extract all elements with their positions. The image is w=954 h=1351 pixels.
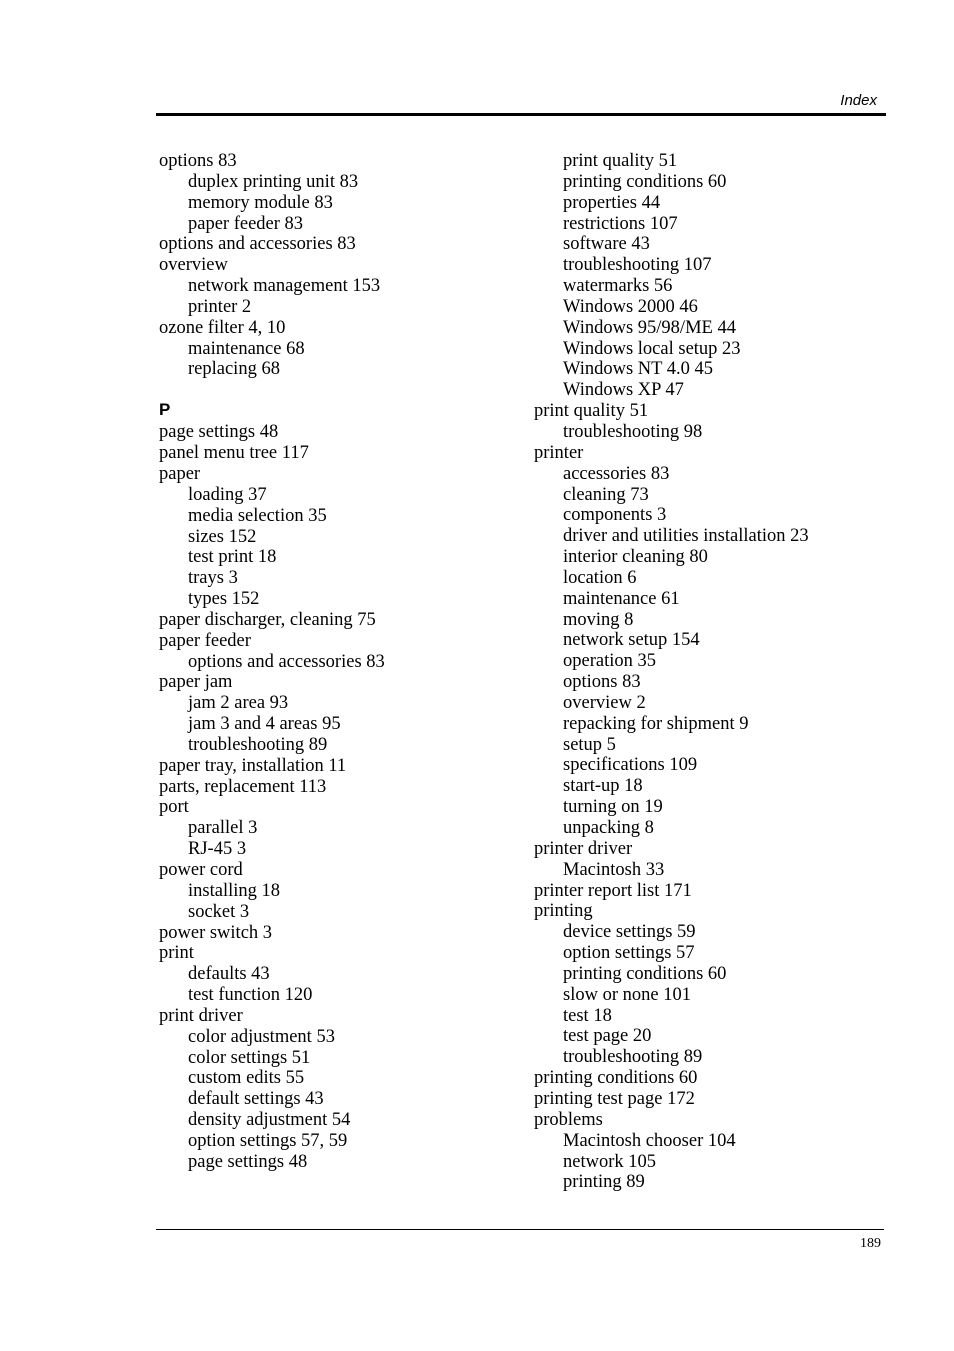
index-subentry: test print 18 bbox=[188, 547, 277, 568]
index-subentry: options 83 bbox=[563, 672, 641, 693]
index-entry: port bbox=[159, 797, 189, 818]
index-subentry: option settings 57 bbox=[563, 943, 695, 964]
index-subentry: software 43 bbox=[563, 234, 650, 255]
footer-rule bbox=[156, 1229, 884, 1230]
index-entry: problems bbox=[534, 1109, 603, 1130]
index-subentry: RJ-45 3 bbox=[188, 839, 247, 860]
index-subentry: network 105 bbox=[563, 1151, 656, 1172]
index-subentry: page settings 48 bbox=[188, 1151, 308, 1172]
index-subentry: default settings 43 bbox=[188, 1089, 324, 1110]
index-entry: printer report list 171 bbox=[534, 880, 692, 901]
index-subentry: setup 5 bbox=[563, 734, 616, 755]
index-subentry: slow or none 101 bbox=[563, 984, 691, 1005]
index-subentry: media selection 35 bbox=[188, 505, 327, 526]
index-subentry: sizes 152 bbox=[188, 526, 257, 547]
index-column-left bbox=[159, 151, 385, 1173]
page-number: 189 bbox=[860, 1236, 881, 1251]
index-subentry: troubleshooting 107 bbox=[563, 255, 712, 276]
index-entry: print bbox=[159, 943, 194, 964]
index-subentry: option settings 57, 59 bbox=[188, 1130, 348, 1151]
index-subentry: troubleshooting 98 bbox=[563, 421, 703, 442]
index-column-right bbox=[534, 151, 809, 1193]
index-entry: overview bbox=[159, 255, 228, 276]
index-subentry: network setup 154 bbox=[563, 630, 700, 651]
index-subentry: maintenance 61 bbox=[563, 588, 680, 609]
index-entry: printer bbox=[534, 442, 584, 463]
index-subentry: installing 18 bbox=[188, 880, 280, 901]
index-entry: paper tray, installation 11 bbox=[159, 755, 347, 776]
index-subentry: Windows 2000 46 bbox=[563, 296, 698, 317]
index-entry: power switch 3 bbox=[159, 922, 273, 943]
index-subentry: Windows 95/98/ME 44 bbox=[563, 317, 736, 338]
index-subentry: duplex printing unit 83 bbox=[188, 171, 359, 192]
index-entry: printing test page 172 bbox=[534, 1088, 695, 1109]
index-entry: printer driver bbox=[534, 838, 633, 859]
index-subentry: memory module 83 bbox=[188, 192, 333, 213]
index-entry: panel menu tree 117 bbox=[159, 443, 309, 464]
index-entry: page settings 48 bbox=[159, 422, 279, 443]
index-subentry: device settings 59 bbox=[563, 922, 696, 943]
index-subentry: driver and utilities installation 23 bbox=[563, 526, 809, 547]
index-subentry: types 152 bbox=[188, 589, 260, 610]
index-subentry: test page 20 bbox=[563, 1026, 652, 1047]
index-subentry: moving 8 bbox=[563, 609, 634, 630]
index-entry: ozone filter 4, 10 bbox=[159, 317, 286, 338]
index-subentry: restrictions 107 bbox=[563, 213, 678, 234]
index-subentry: maintenance 68 bbox=[188, 338, 305, 359]
index-subentry: properties 44 bbox=[563, 192, 661, 213]
index-subentry: Windows NT 4.0 45 bbox=[563, 359, 713, 380]
index-entry: paper discharger, cleaning 75 bbox=[159, 609, 376, 630]
index-subentry: options and accessories 83 bbox=[188, 651, 385, 672]
index-subentry: repacking for shipment 9 bbox=[563, 713, 749, 734]
index-entry: paper feeder bbox=[159, 630, 251, 651]
index-subentry: Windows XP 47 bbox=[563, 380, 684, 401]
index-subentry: Windows local setup 23 bbox=[563, 338, 741, 359]
running-header: Index bbox=[840, 92, 877, 109]
index-entry: printing bbox=[534, 901, 593, 922]
index-entry: parts, replacement 113 bbox=[159, 776, 327, 797]
index-subentry: location 6 bbox=[563, 567, 637, 588]
index-subentry: color settings 51 bbox=[188, 1047, 311, 1068]
index-entry: power cord bbox=[159, 860, 243, 880]
index-subentry: test function 120 bbox=[188, 985, 313, 1006]
index-subentry: operation 35 bbox=[563, 651, 656, 672]
index-subentry: defaults 43 bbox=[188, 964, 270, 985]
index-entry: options and accessories 83 bbox=[159, 234, 356, 255]
index-subentry: density adjustment 54 bbox=[188, 1110, 351, 1131]
index-subentry: turning on 19 bbox=[563, 797, 663, 818]
index-subentry: parallel 3 bbox=[188, 818, 258, 839]
index-subentry: socket 3 bbox=[188, 901, 250, 922]
index-subentry: loading 37 bbox=[188, 484, 267, 505]
index-entry: options 83 bbox=[159, 151, 237, 171]
letter-heading: P bbox=[159, 400, 171, 420]
index-subentry: cleaning 73 bbox=[563, 484, 649, 505]
index-subentry: print quality 51 bbox=[563, 151, 678, 171]
header-rule bbox=[156, 113, 886, 116]
index-subentry: accessories 83 bbox=[563, 463, 670, 484]
index-subentry: components 3 bbox=[563, 505, 667, 526]
index-entry: printing conditions 60 bbox=[534, 1068, 698, 1089]
index-subentry: paper feeder 83 bbox=[188, 213, 304, 234]
index-subentry: printing 89 bbox=[563, 1172, 645, 1193]
index-subentry: Macintosh 33 bbox=[563, 859, 665, 880]
index-subentry: Macintosh chooser 104 bbox=[563, 1130, 736, 1151]
index-subentry: replacing 68 bbox=[188, 359, 280, 380]
index-subentry: troubleshooting 89 bbox=[563, 1047, 703, 1068]
index-subentry: interior cleaning 80 bbox=[563, 547, 708, 568]
index-subentry: printing conditions 60 bbox=[563, 963, 727, 984]
index-subentry: specifications 109 bbox=[563, 755, 698, 776]
index-subentry: jam 3 and 4 areas 95 bbox=[188, 714, 341, 735]
index-subentry: troubleshooting 89 bbox=[188, 734, 328, 755]
index-entry: paper jam bbox=[159, 672, 233, 693]
index-entry: print driver bbox=[159, 1005, 243, 1026]
index-subentry: unpacking 8 bbox=[563, 818, 654, 838]
index-subentry: network management 153 bbox=[188, 276, 381, 297]
index-subentry: printing conditions 60 bbox=[563, 171, 727, 192]
index-subentry: start-up 18 bbox=[563, 776, 643, 797]
index-entry: paper bbox=[159, 463, 201, 484]
index-subentry: trays 3 bbox=[188, 568, 238, 589]
index-subentry: test 18 bbox=[563, 1005, 612, 1026]
index-subentry: overview 2 bbox=[563, 692, 646, 713]
index-subentry: jam 2 area 93 bbox=[188, 693, 289, 714]
index-subentry: watermarks 56 bbox=[563, 276, 673, 297]
index-entry: print quality 51 bbox=[534, 401, 649, 422]
index-subentry: color adjustment 53 bbox=[188, 1026, 335, 1047]
index-subentry: custom edits 55 bbox=[188, 1068, 305, 1089]
index-subentry: printer 2 bbox=[188, 296, 252, 317]
